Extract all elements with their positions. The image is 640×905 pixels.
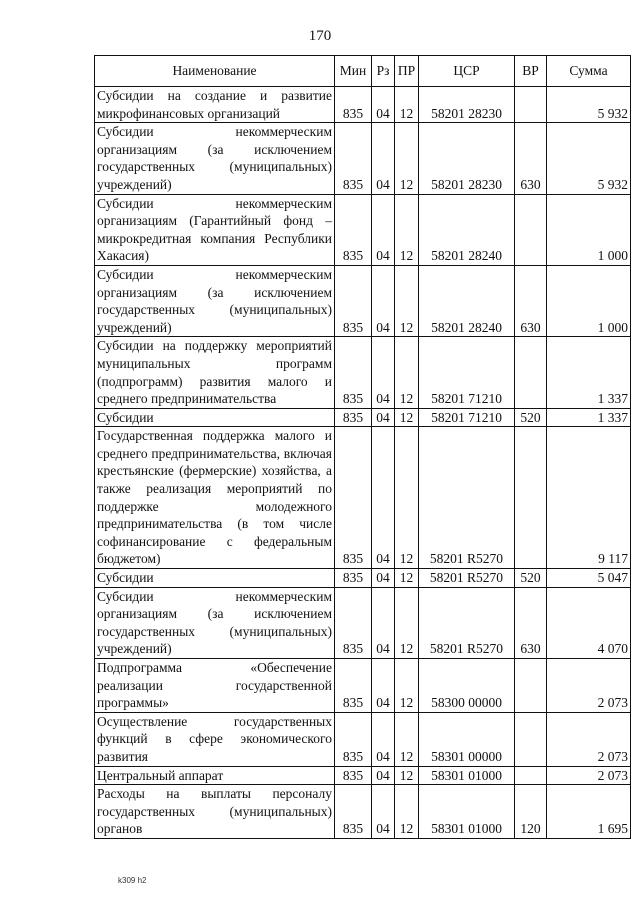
row-sum: 4 070 <box>547 587 631 658</box>
row-name: Субсидии некоммерческим организациям (за исключением государственных (муниципальных) учреждений) <box>95 265 335 336</box>
row-csr: 58201 28240 <box>419 194 515 265</box>
footer-code: k309 h2 <box>118 876 147 885</box>
row-sum: 1 000 <box>547 194 631 265</box>
row-min: 835 <box>335 587 372 658</box>
row-rz: 04 <box>372 87 395 123</box>
row-csr: 58301 00000 <box>419 712 515 766</box>
row-rz: 04 <box>372 569 395 588</box>
row-vr <box>515 337 547 408</box>
table-row <box>95 337 631 408</box>
row-sum: 1 337 <box>547 408 631 427</box>
row-vr <box>515 87 547 123</box>
row-name: Расходы на выплаты персоналу государственных (муниципальных) органов <box>95 785 335 839</box>
row-name: Государственная поддержка малого и среднего предпринимательства, включая крестьянские (фермерские) хозяйства, а также реализация мероприятий по поддержке молодежного предпринимательства (в том числе софинансирование с федеральным бюджетом) <box>95 427 335 569</box>
row-rz: 04 <box>372 427 395 569</box>
row-vr <box>515 194 547 265</box>
row-pr: 12 <box>395 712 419 766</box>
row-vr <box>515 659 547 713</box>
row-name: Субсидии <box>95 569 335 588</box>
row-min: 835 <box>335 569 372 588</box>
row-pr: 12 <box>395 427 419 569</box>
row-csr: 58301 01000 <box>419 785 515 839</box>
header-min: Мин <box>335 56 372 87</box>
row-vr: 630 <box>515 265 547 336</box>
table-row <box>95 785 631 839</box>
header-rz: Рз <box>372 56 395 87</box>
row-csr: 58201 R5270 <box>419 427 515 569</box>
table-row <box>95 712 631 766</box>
row-pr: 12 <box>395 123 419 194</box>
row-pr: 12 <box>395 659 419 713</box>
budget-table <box>94 55 631 839</box>
row-pr: 12 <box>395 87 419 123</box>
row-pr: 12 <box>395 194 419 265</box>
header-vr: ВР <box>515 56 547 87</box>
row-pr: 12 <box>395 587 419 658</box>
row-min: 835 <box>335 408 372 427</box>
header-csr: ЦСР <box>419 56 515 87</box>
row-sum: 5 932 <box>547 123 631 194</box>
row-sum: 1 337 <box>547 337 631 408</box>
row-min: 835 <box>335 337 372 408</box>
row-sum: 1 000 <box>547 265 631 336</box>
row-vr: 630 <box>515 587 547 658</box>
row-csr: 58201 28230 <box>419 123 515 194</box>
row-csr: 58201 71210 <box>419 337 515 408</box>
row-name: Подпрограмма «Обеспечение реализации государственной программы» <box>95 659 335 713</box>
row-vr: 520 <box>515 408 547 427</box>
row-vr <box>515 766 547 785</box>
row-sum: 9 117 <box>547 427 631 569</box>
row-rz: 04 <box>372 785 395 839</box>
row-name: Центральный аппарат <box>95 766 335 785</box>
row-sum: 5 932 <box>547 87 631 123</box>
row-csr: 58300 00000 <box>419 659 515 713</box>
row-name: Осуществление государственных функций в сфере экономического развития <box>95 712 335 766</box>
row-min: 835 <box>335 194 372 265</box>
table-row <box>95 194 631 265</box>
row-sum: 1 695 <box>547 785 631 839</box>
row-rz: 04 <box>372 337 395 408</box>
row-name: Субсидии на создание и развитие микрофинансовых организаций <box>95 87 335 123</box>
row-vr <box>515 712 547 766</box>
table-row <box>95 87 631 123</box>
row-name: Субсидии на поддержку мероприятий муниципальных программ (подпрограмм) развития малого и среднего предпринимательства <box>95 337 335 408</box>
row-name: Субсидии некоммерческим организациям (за исключением государственных (муниципальных) учреждений) <box>95 587 335 658</box>
row-csr: 58201 R5270 <box>419 587 515 658</box>
page-number: 170 <box>308 28 332 44</box>
header-sum: Сумма <box>547 56 631 87</box>
table-row <box>95 427 631 569</box>
row-csr: 58201 R5270 <box>419 569 515 588</box>
row-rz: 04 <box>372 659 395 713</box>
row-name: Субсидии <box>95 408 335 427</box>
row-sum: 5 047 <box>547 569 631 588</box>
row-vr <box>515 427 547 569</box>
row-min: 835 <box>335 427 372 569</box>
row-pr: 12 <box>395 265 419 336</box>
row-pr: 12 <box>395 785 419 839</box>
table-row <box>95 569 631 588</box>
row-vr: 520 <box>515 569 547 588</box>
row-min: 835 <box>335 123 372 194</box>
row-rz: 04 <box>372 712 395 766</box>
table-row <box>95 408 631 427</box>
row-csr: 58201 28230 <box>419 87 515 123</box>
row-sum: 2 073 <box>547 659 631 713</box>
row-vr: 630 <box>515 123 547 194</box>
row-min: 835 <box>335 712 372 766</box>
row-min: 835 <box>335 766 372 785</box>
row-csr: 58201 28240 <box>419 265 515 336</box>
row-min: 835 <box>335 265 372 336</box>
table-row <box>95 265 631 336</box>
row-rz: 04 <box>372 194 395 265</box>
row-rz: 04 <box>372 587 395 658</box>
table-row <box>95 123 631 194</box>
row-sum: 2 073 <box>547 766 631 785</box>
row-csr: 58201 71210 <box>419 408 515 427</box>
row-pr: 12 <box>395 408 419 427</box>
table-row <box>95 587 631 658</box>
row-pr: 12 <box>395 766 419 785</box>
row-rz: 04 <box>372 123 395 194</box>
row-min: 835 <box>335 659 372 713</box>
table-header-row <box>95 56 631 87</box>
header-pr: ПР <box>395 56 419 87</box>
row-pr: 12 <box>395 569 419 588</box>
row-sum: 2 073 <box>547 712 631 766</box>
row-pr: 12 <box>395 337 419 408</box>
table-row <box>95 766 631 785</box>
row-name: Субсидии некоммерческим организациям (за исключением государственных (муниципальных) учреждений) <box>95 123 335 194</box>
row-min: 835 <box>335 87 372 123</box>
table-row <box>95 659 631 713</box>
row-min: 835 <box>335 785 372 839</box>
row-name: Субсидии некоммерческим организациям (Гарантийный фонд – микрокредитная компания Республики Хакасия) <box>95 194 335 265</box>
row-rz: 04 <box>372 408 395 427</box>
row-vr: 120 <box>515 785 547 839</box>
row-rz: 04 <box>372 766 395 785</box>
row-csr: 58301 01000 <box>419 766 515 785</box>
row-rz: 04 <box>372 265 395 336</box>
header-name: Наименование <box>95 56 335 87</box>
